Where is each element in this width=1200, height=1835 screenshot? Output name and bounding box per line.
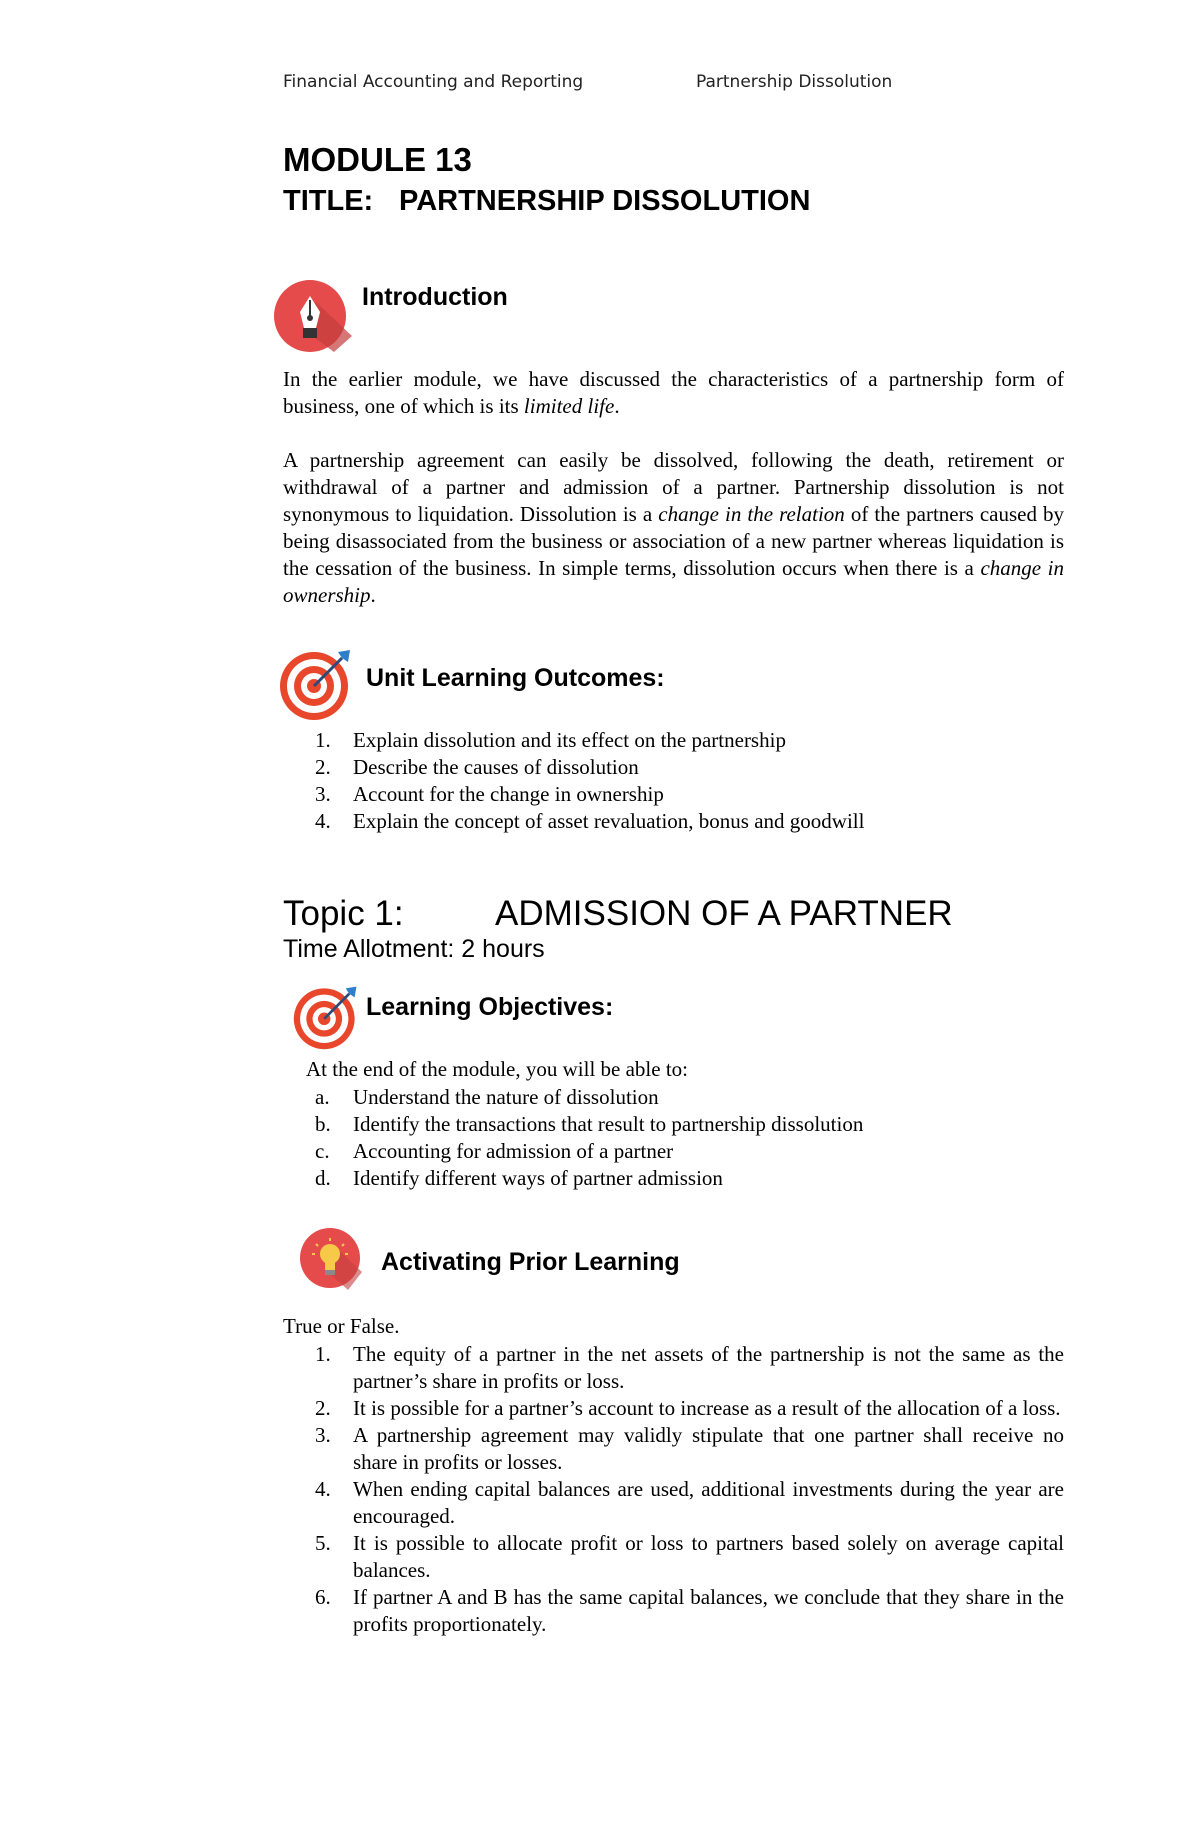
module-number: MODULE 13 bbox=[283, 141, 472, 178]
intro-p1-end: . bbox=[614, 394, 620, 418]
introduction-paragraph-1 bbox=[283, 366, 1064, 420]
objectives-heading: Learning Objectives: bbox=[366, 993, 614, 1021]
list-item: c. Accounting for admission of a partner bbox=[315, 1139, 674, 1163]
intro-p2-text-b: of the partners caused by being disassociated from the business or association of a new partner whereas liquidation is the cessation of the business. In simple terms, dissolution occurs when there is a bbox=[283, 502, 1065, 580]
list-item: 2. It is possible for a partner’s account to increase as a result of the allocation of a loss. bbox=[315, 1396, 1061, 1420]
prior-learning-lead: True or False. bbox=[283, 1314, 400, 1338]
module-title-text: PARTNERSHIP DISSOLUTION bbox=[399, 185, 811, 217]
topic-title: ADMISSION OF A PARTNER bbox=[495, 894, 953, 933]
intro-p2-emphasis-1: change in the relation bbox=[658, 502, 845, 526]
outcomes-list bbox=[283, 727, 1064, 835]
prior-learning-heading: Activating Prior Learning bbox=[381, 1248, 680, 1276]
module-title-label: TITLE: bbox=[283, 185, 374, 217]
outcomes-heading: Unit Learning Outcomes: bbox=[366, 664, 665, 692]
fountain-pen-icon bbox=[272, 280, 352, 352]
running-header-left: Financial Accounting and Reporting bbox=[283, 72, 584, 92]
list-item: d. Identify different ways of partner admission bbox=[315, 1166, 723, 1190]
target-arrow-icon bbox=[292, 983, 360, 1051]
target-arrow-icon bbox=[278, 646, 354, 722]
introduction-heading: Introduction bbox=[362, 283, 508, 311]
list-item: 3. A partnership agreement may validly stipulate that one partner shall receive no share in profits or losses. bbox=[315, 1423, 1064, 1474]
introduction-paragraph-2 bbox=[283, 447, 1064, 609]
lightbulb-icon bbox=[298, 1226, 362, 1290]
objectives-lead: At the end of the module, you will be able to: bbox=[306, 1057, 688, 1081]
true-false-list bbox=[283, 1341, 1064, 1638]
list-item: b. Identify the transactions that result to partnership dissolution bbox=[315, 1112, 864, 1136]
topic-heading bbox=[283, 893, 953, 935]
topic-label: Topic 1: bbox=[283, 894, 404, 933]
intro-p2-end: . bbox=[370, 583, 376, 607]
intro-p2-text-a: A partnership agreement can easily be dissolved, following the death, retirement or withdrawal of a partner and admission of a partner. Partnership dissolution is not synonymous to liquidation. Dissolution is a bbox=[283, 448, 1064, 526]
list-item: 6. If partner A and B has the same capital balances, we conclude that they share in the profits proportionately. bbox=[315, 1585, 1064, 1636]
module-title bbox=[283, 184, 810, 219]
running-header-right: Partnership Dissolution bbox=[696, 72, 893, 92]
list-item: 1. The equity of a partner in the net assets of the partnership is not the same as the partner’s share in profits or loss. bbox=[315, 1342, 1064, 1393]
list-item: a. Understand the nature of dissolution bbox=[315, 1085, 659, 1109]
list-item: 5. It is possible to allocate profit or loss to partners based solely on average capital balances. bbox=[315, 1531, 1064, 1582]
objectives-list bbox=[283, 1084, 1064, 1192]
time-allotment: Time Allotment: 2 hours bbox=[283, 935, 545, 963]
intro-p2-emphasis-2: change in ownership bbox=[283, 556, 1064, 607]
list-item: 1. Explain dissolution and its effect on the partnership bbox=[315, 728, 786, 752]
intro-p1-emphasis: limited life bbox=[523, 394, 615, 418]
list-item: 4. When ending capital balances are used, additional investments during the year are encouraged. bbox=[315, 1477, 1064, 1528]
intro-p1-text: In the earlier module, we have discussed the characteristics of a partnership form of business, one of which is its bbox=[283, 367, 1064, 418]
list-item: 4. Explain the concept of asset revaluation, bonus and goodwill bbox=[315, 809, 865, 833]
list-item: 2. Describe the causes of dissolution bbox=[315, 755, 639, 779]
list-item: 3. Account for the change in ownership bbox=[315, 782, 664, 806]
